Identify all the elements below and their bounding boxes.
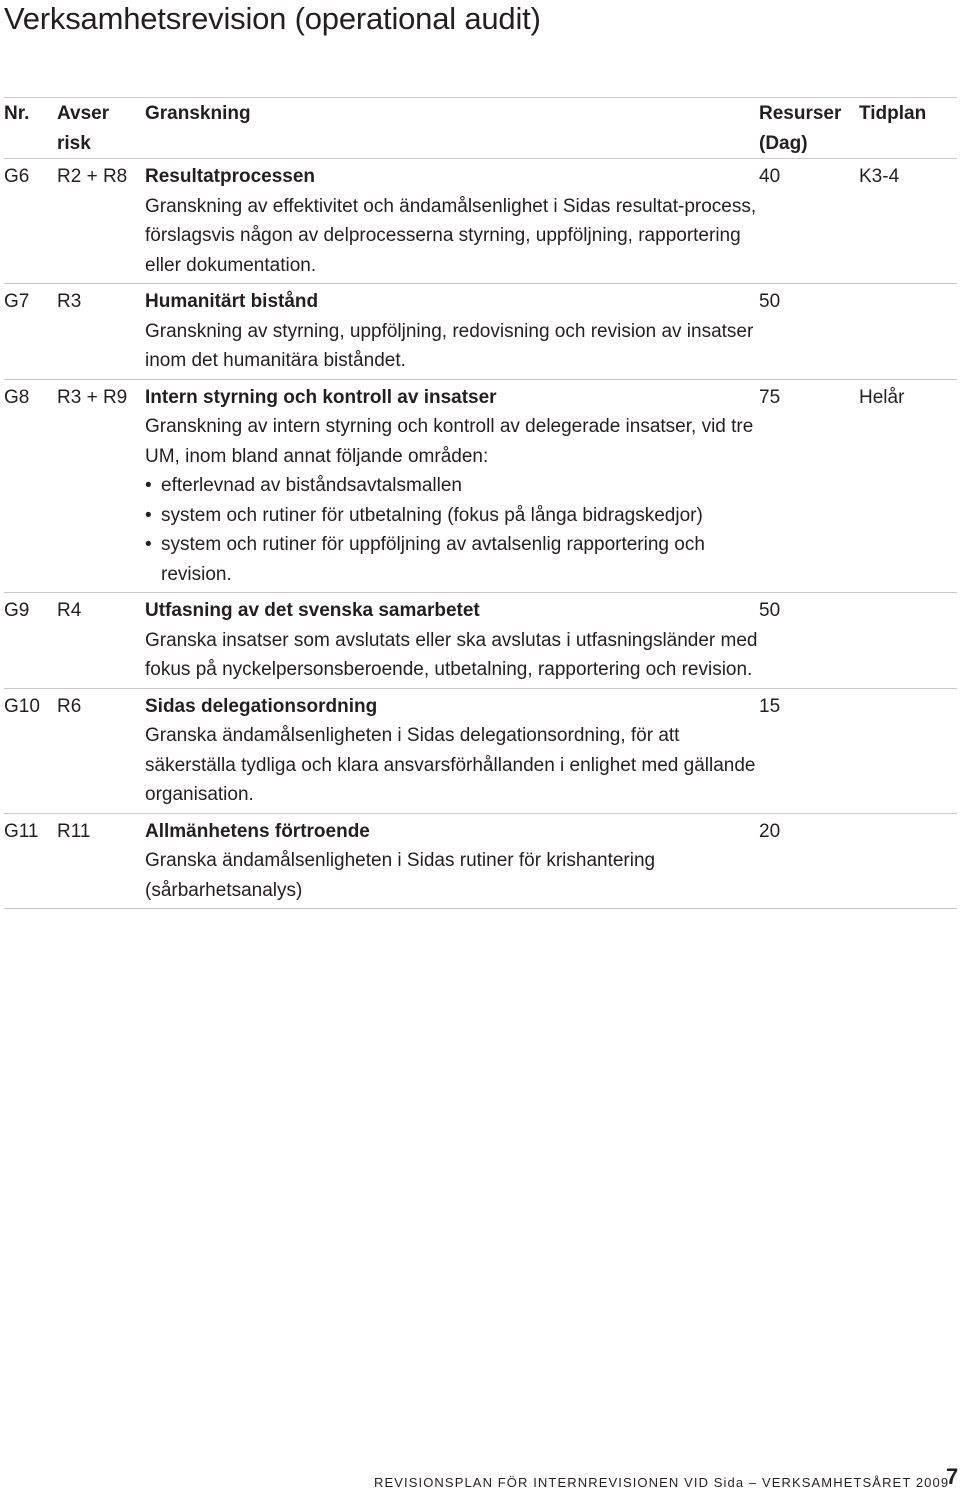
row-risk: R3	[57, 291, 82, 312]
row-nr: G6	[4, 166, 30, 187]
row-nr: G7	[4, 291, 30, 312]
row-heading: Allmänhetens förtroende	[145, 820, 370, 842]
table-row	[4, 284, 957, 380]
row-heading: Utfasning av det svenska samarbetet	[145, 600, 480, 621]
row-heading: Sidas delegationsordning	[145, 695, 378, 717]
header-granskning: Granskning	[145, 103, 251, 124]
row-nr: G8	[4, 386, 30, 408]
row-description	[145, 162, 759, 280]
row-tidplan	[859, 817, 957, 906]
table-row	[4, 380, 957, 594]
table-header	[4, 98, 957, 159]
row-tidplan	[859, 596, 957, 685]
row-resurser: 20	[759, 820, 781, 842]
header-tidplan: Tidplan	[859, 103, 927, 124]
row-resurser: 15	[759, 695, 781, 717]
header-nr: Nr.	[4, 103, 30, 124]
table-row	[4, 159, 957, 284]
row-risk: R2 + R8	[57, 166, 128, 187]
row-tidplan: Helår	[859, 386, 905, 408]
row-nr: G10	[4, 695, 40, 717]
row-resurser: 40	[759, 166, 781, 187]
row-text: Granska insatser som avslutats eller ska avslutas i utfasningsländer med fokus på nyckelpersonsberoende, utbetalning, rapportering och revision.	[145, 629, 758, 680]
row-tidplan	[859, 287, 957, 376]
bullet-item: • system och rutiner för uppföljning av avtalsenlig rapportering och revision.	[145, 530, 759, 589]
row-text: Granskning av intern styrning och kontroll av delegerade insatser, vid tre UM, inom bland annat följande områden:	[145, 416, 754, 467]
row-risk: R11	[57, 820, 91, 842]
bullet-item: • system och rutiner för utbetalning (fokus på långa bidragskedjor)	[145, 501, 759, 531]
row-heading: Resultatprocessen	[145, 166, 316, 187]
bullet-list	[145, 471, 759, 589]
row-resurser: 75	[759, 386, 781, 408]
audit-table	[4, 97, 957, 909]
row-tidplan: K3-4	[859, 166, 900, 187]
row-text: Granskning av effektivitet och ändamålsenlighet i Sidas resultat-process, förslagsvis någon av delprocesserna styrning, uppföljning, rapportering eller dokumentation.	[145, 195, 757, 276]
table-row	[4, 689, 957, 814]
table-row	[4, 593, 957, 689]
row-risk: R3 + R9	[57, 386, 128, 408]
row-heading: Intern styrning och kontroll av insatser	[145, 386, 497, 408]
row-text: Granskning av styrning, uppföljning, redovisning och revision av insatser inom det humanitära biståndet.	[145, 320, 754, 371]
row-nr: G11	[4, 820, 39, 842]
footer-text: REVISIONSPLAN FÖR INTERNREVISIONEN VID Sida – VERKSAMHETSÅRET 2009	[374, 1475, 950, 1490]
page-number: 7	[946, 1464, 959, 1489]
page-title: Verksamhetsrevision (operational audit)	[4, 1, 541, 36]
row-description	[145, 817, 759, 906]
table-row	[4, 814, 957, 910]
row-description	[145, 383, 759, 590]
row-description	[145, 692, 759, 810]
row-resurser: 50	[759, 291, 781, 312]
row-risk: R4	[57, 600, 82, 621]
row-description	[145, 287, 759, 376]
row-risk: R6	[57, 695, 82, 717]
row-resurser: 50	[759, 600, 781, 621]
bullet-item: • efterlevnad av biståndsavtalsmallen	[145, 471, 759, 501]
row-tidplan	[859, 692, 957, 810]
row-text: Granska ändamålsenligheten i Sidas rutiner för krishantering (sårbarhetsanalys)	[145, 850, 656, 901]
row-description	[145, 596, 759, 685]
row-nr: G9	[4, 600, 30, 621]
row-text: Granska ändamålsenligheten i Sidas delegationsordning, för att säkerställa tydliga och klara ansvarsförhållanden i enlighet med gällande organisation.	[145, 725, 756, 805]
page-footer	[374, 1464, 960, 1491]
row-heading: Humanitärt bistånd	[145, 291, 319, 312]
header-resurser: Resurser (Dag)	[759, 103, 842, 154]
header-risk: Avser risk	[57, 103, 110, 154]
